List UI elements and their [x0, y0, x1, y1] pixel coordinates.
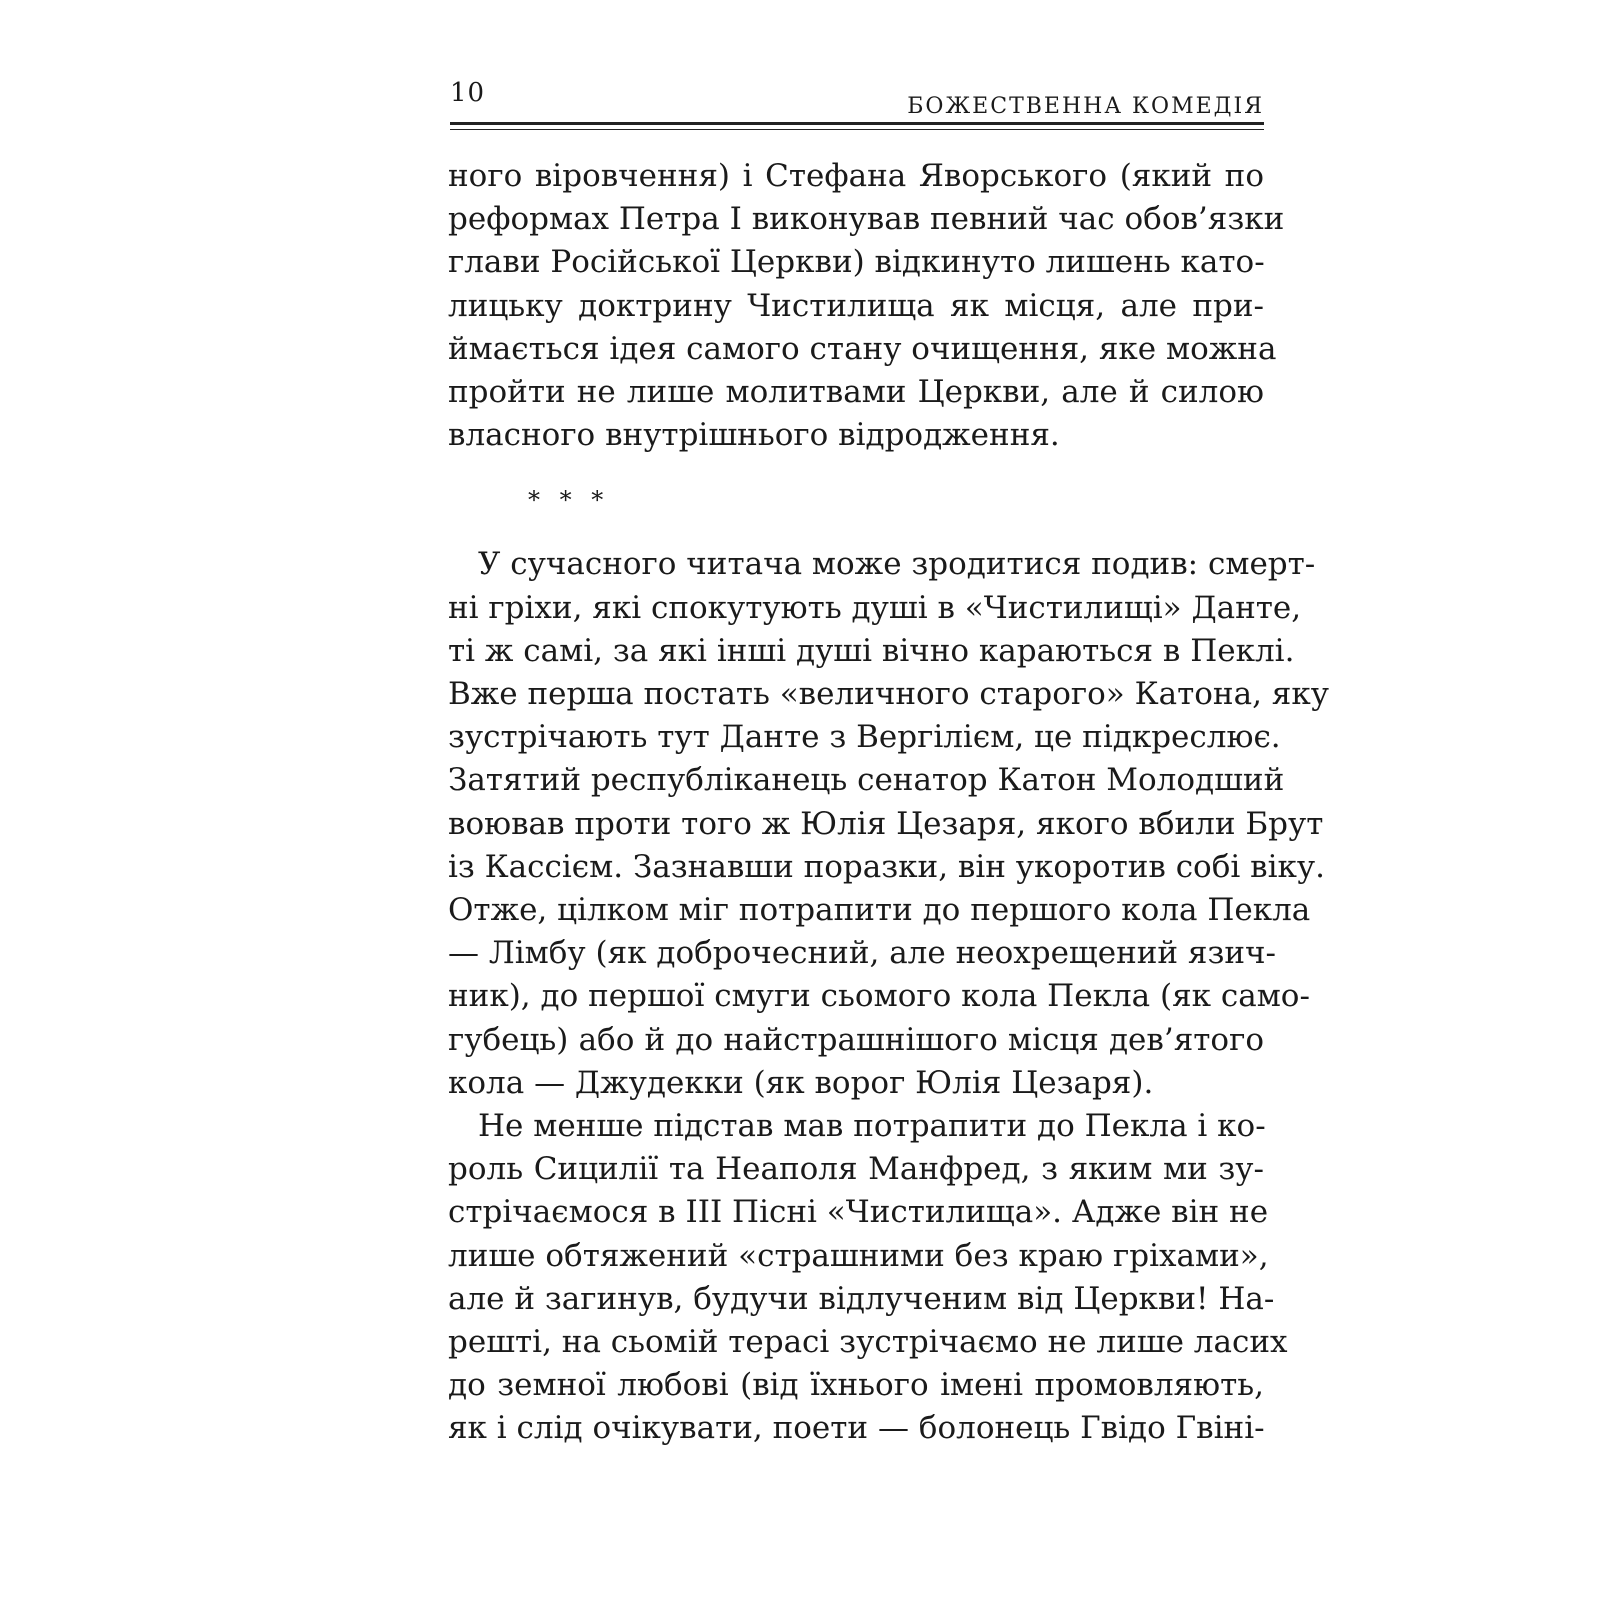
header-rule-thin — [450, 129, 1264, 130]
page-number: 10 — [450, 78, 486, 108]
text-line: до земної любові (від їхнього імені промовляють, — [448, 1367, 1264, 1404]
text-line: решті, на сьомій терасі зустрічаємо не лише ласих — [448, 1324, 1288, 1361]
text-line: зустрічають тут Данте з Вергілієм, це підкреслює. — [448, 719, 1281, 756]
text-line: власного внутрішнього відродження. — [448, 417, 1060, 454]
text-line: ні гріхи, які спокутують душі в «Чистилищі» Данте, — [448, 589, 1302, 626]
text-line: кола — Джудекки (як ворог Юлія Цезаря). — [448, 1064, 1154, 1101]
text-line: але й загинув, будучи відлученим від Церкви! На- — [448, 1280, 1275, 1317]
text-line: лицьку доктрину Чистилища як місця, але при- — [448, 287, 1264, 324]
paragraph-3 — [448, 1105, 1288, 1451]
paragraph-2 — [448, 543, 1329, 1105]
running-title: БОЖЕСТВЕННА КОМЕДІЯ — [907, 94, 1264, 119]
text-line: Вже перша постать «величного старого» Катона, яку — [448, 676, 1329, 713]
text-line: реформах Петра І виконував певний час обов’язки — [448, 201, 1285, 238]
text-line: глави Російської Церкви) відкинуто лишень като- — [448, 244, 1265, 281]
text-line: ймається ідея самого стану очищення, яке можна — [448, 330, 1277, 367]
text-line: ті ж самі, за які інші душі вічно караються в Пеклі. — [448, 632, 1295, 669]
text-line: губець) або й до найстрашнішого місця дев’ятого — [448, 1021, 1264, 1058]
text-line: стрічаємося в III Пісні «Чистилища». Адже він не — [448, 1194, 1269, 1231]
body-text — [448, 155, 1329, 1451]
section-separator: * * * — [528, 486, 610, 515]
text-line: лише обтяжений «страшними без краю гріхами», — [448, 1237, 1269, 1274]
text-line: — Лімбу (як доброчесний, але неохрещений язич- — [448, 935, 1277, 972]
text-line: Не менше підстав мав потрапити до Пекла і ко- — [478, 1108, 1266, 1145]
text-line: воював проти того ж Юлія Цезаря, якого вбили Брут — [448, 805, 1324, 842]
text-line: ник), до першої смуги сьомого кола Пекла (як само- — [448, 978, 1310, 1015]
text-line: роль Сицилії та Неаполя Манфред, з яким ми зу- — [448, 1151, 1264, 1188]
text-line: Отже, цілком міг потрапити до першого кола Пекла — [448, 892, 1311, 929]
page-header — [450, 78, 1264, 128]
header-rule-thick — [450, 122, 1264, 125]
text-line: як і слід очікувати, поети — болонець Гвідо Гвіні- — [448, 1410, 1265, 1447]
text-line: Затятий республіканець сенатор Катон Молодший — [448, 762, 1285, 799]
text-line: ного віровчення) і Стефана Яворського (який по — [448, 158, 1264, 194]
text-line: пройти не лише молитвами Церкви, але й силою — [448, 374, 1264, 411]
text-line: У сучасного читача може зродитися подив: смерт- — [478, 546, 1316, 583]
text-line: із Кассієм. Зазнавши поразки, він укоротив собі віку. — [448, 848, 1325, 885]
paragraph-1 — [448, 155, 1285, 457]
